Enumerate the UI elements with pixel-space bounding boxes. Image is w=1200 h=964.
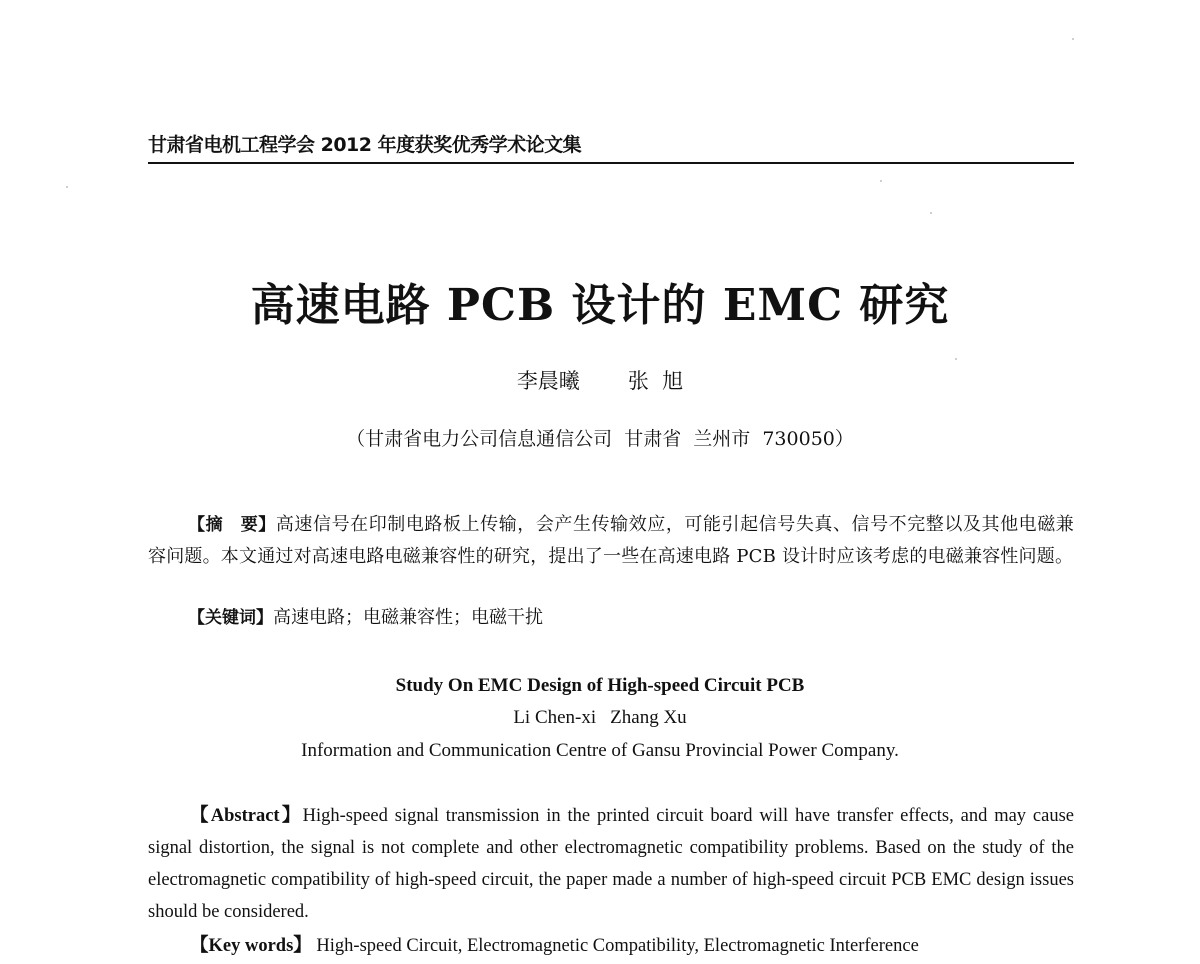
scan-speck — [880, 180, 882, 182]
keywords-text-english: High-speed Circuit, Electromagnetic Compatibility, Electromagnetic Interference — [311, 936, 919, 956]
abstract-label-english: 【Abstract】 — [190, 806, 303, 826]
keywords-english — [148, 931, 1116, 961]
abstract-label-chinese: 【摘 要】 — [188, 515, 276, 535]
scan-speck — [955, 358, 957, 360]
paper-title-english: Study On EMC Design of High-speed Circuit PCB — [395, 675, 805, 696]
author-name: Zhang Xu — [610, 707, 687, 728]
keywords-label-chinese: 【关键词】 — [188, 608, 273, 628]
scan-speck — [1072, 38, 1074, 40]
keywords-text-chinese: 高速电路；电磁兼容性；电磁干扰 — [273, 607, 543, 628]
scan-speck — [66, 186, 68, 188]
author-name: Li Chen-xi — [513, 707, 597, 728]
author-list-chinese — [0, 366, 1200, 396]
author-list-english — [0, 704, 1200, 732]
affiliation-english: Information and Communication Centre of Gansu Provincial Power Company. — [301, 740, 899, 761]
paper-title-chinese: 高速电路 PCB 设计的 EMC 研究 — [250, 280, 950, 331]
abstract-text-english: High-speed signal transmission in the printed circuit board will have transfer effects, and may cause signal distortion, the signal is not complete and other electromagnetic compatibility problems. Based on the study of the electromagnetic compatibility of high-speed circuit, the paper made a number of high-speed circuit PCB EMC design issues should be considered. — [148, 806, 1075, 922]
keywords-label-english: 【Key words】 — [190, 936, 312, 956]
affiliation-chinese: （甘肃省电力公司信息通信公司 甘肃省 兰州市 730050） — [346, 428, 854, 450]
author-name: 李晨曦 — [516, 369, 580, 393]
running-header: 甘肃省电机工程学会 2012 年度获奖优秀学术论文集 — [148, 132, 1074, 164]
abstract-english — [148, 800, 1074, 928]
abstract-text-chinese: 高速信号在印制电路板上传输，会产生传输效应，可能引起信号失真、信号不完整以及其他电磁兼容问题。本文通过对高速电路电磁兼容性的研究，提出了一些在高速电路 PCB 设计时应该考虑的电磁兼容性问题。 — [148, 514, 1074, 567]
abstract-chinese — [148, 509, 1074, 572]
scan-speck — [930, 212, 932, 214]
author-name: 张 旭 — [627, 369, 684, 393]
keywords-chinese — [148, 603, 1114, 633]
